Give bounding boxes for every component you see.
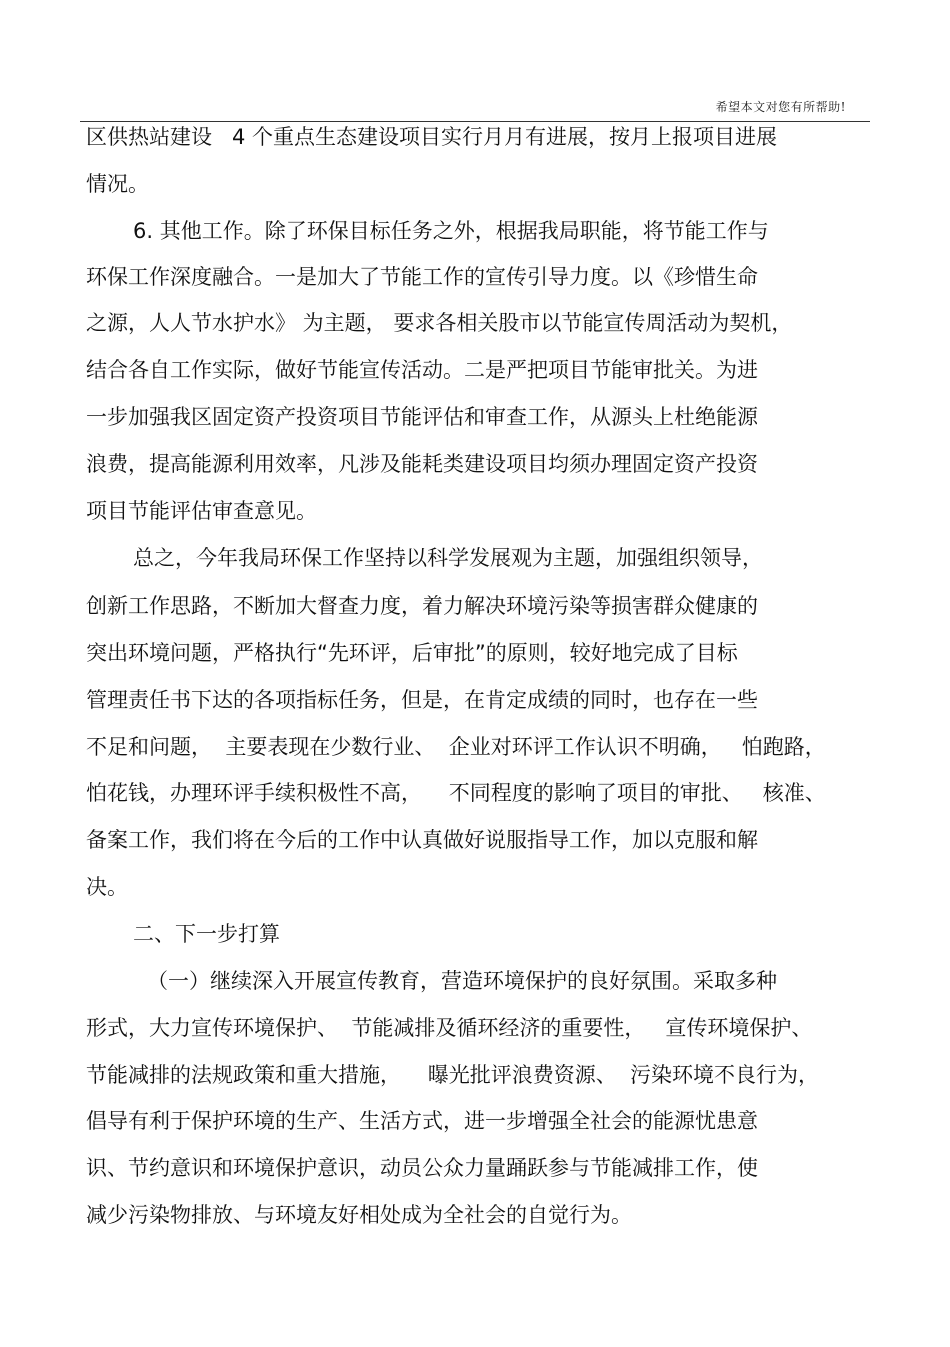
text-line: （一）继续深入开展宣传教育，营造环境保护的良好氛围。采取多种 bbox=[147, 969, 777, 993]
text-line: 项目节能评估审查意见。 bbox=[86, 499, 317, 523]
text-line: 6. 其他工作。除了环保目标任务之外，根据我局职能，将节能工作与 bbox=[133, 219, 769, 243]
text-line: 创新工作思路，不断加大督查力度，着力解决环境污染等损害群众健康的 bbox=[86, 594, 758, 618]
text-line: 备案工作，我们将在今后的工作中认真做好说服指导工作，加以克服和解 bbox=[86, 828, 758, 852]
header-note: 希望本文对您有所帮助! bbox=[715, 100, 846, 114]
text-line: 管理责任书下达的各项指标任务，但是，在肯定成绩的同时，也存在一些 bbox=[86, 688, 758, 712]
text-line: 之源，人人节水护水》 为主题， 要求各相关股市以节能宣传周活动为契机， bbox=[86, 311, 793, 335]
text-line: 倡导有利于保护环境的生产、生活方式，进一步增强全社会的能源忧患意 bbox=[86, 1109, 758, 1133]
text-line: 浪费，提高能源利用效率，凡涉及能耗类建设项目均须办理固定资产投资 bbox=[86, 452, 758, 476]
text-line: 形式，大力宣传环境保护、 节能减排及循环经济的重要性， 宣传环境保护、 bbox=[86, 1016, 813, 1040]
text-line: 减少污染物排放、与环境友好相处成为全社会的自觉行为。 bbox=[86, 1203, 632, 1227]
header-divider bbox=[80, 121, 870, 122]
text-line: 不足和问题， 主要表现在少数行业、 企业对环评工作认识不明确， 怕跑路， bbox=[86, 735, 826, 759]
text-line: 识、节约意识和环境保护意识，动员公众力量踊跃参与节能减排工作，使 bbox=[86, 1156, 758, 1180]
text-line: 情况。 bbox=[86, 172, 149, 196]
section-heading: 二、下一步打算 bbox=[133, 922, 280, 946]
text-line: 一步加强我区固定资产投资项目节能评估和审查工作，从源头上杜绝能源 bbox=[86, 405, 758, 429]
text-line: 总之，今年我局环保工作坚持以科学发展观为主题，加强组织领导， bbox=[133, 546, 763, 570]
text-line: 结合各自工作实际，做好节能宣传活动。二是严把项目节能审批关。为进 bbox=[86, 358, 758, 382]
text-line: 区供热站建设 4 个重点生态建设项目实行月月有进展，按月上报项目进展 bbox=[86, 125, 778, 149]
text-line: 决。 bbox=[86, 875, 128, 899]
text-line: 环保工作深度融合。一是加大了节能工作的宣传引导力度。以《珍惜生命 bbox=[86, 265, 758, 289]
text-line: 怕花钱，办理环评手续积极性不高， 不同程度的影响了项目的审批、 核准、 bbox=[86, 781, 826, 805]
text-line: 突出环境问题，严格执行“先环评，后审批”的原则，较好地完成了目标 bbox=[86, 641, 738, 665]
text-line: 节能减排的法规政策和重大措施， 曝光批评浪费资源、 污染环境不良行为， bbox=[86, 1063, 820, 1087]
